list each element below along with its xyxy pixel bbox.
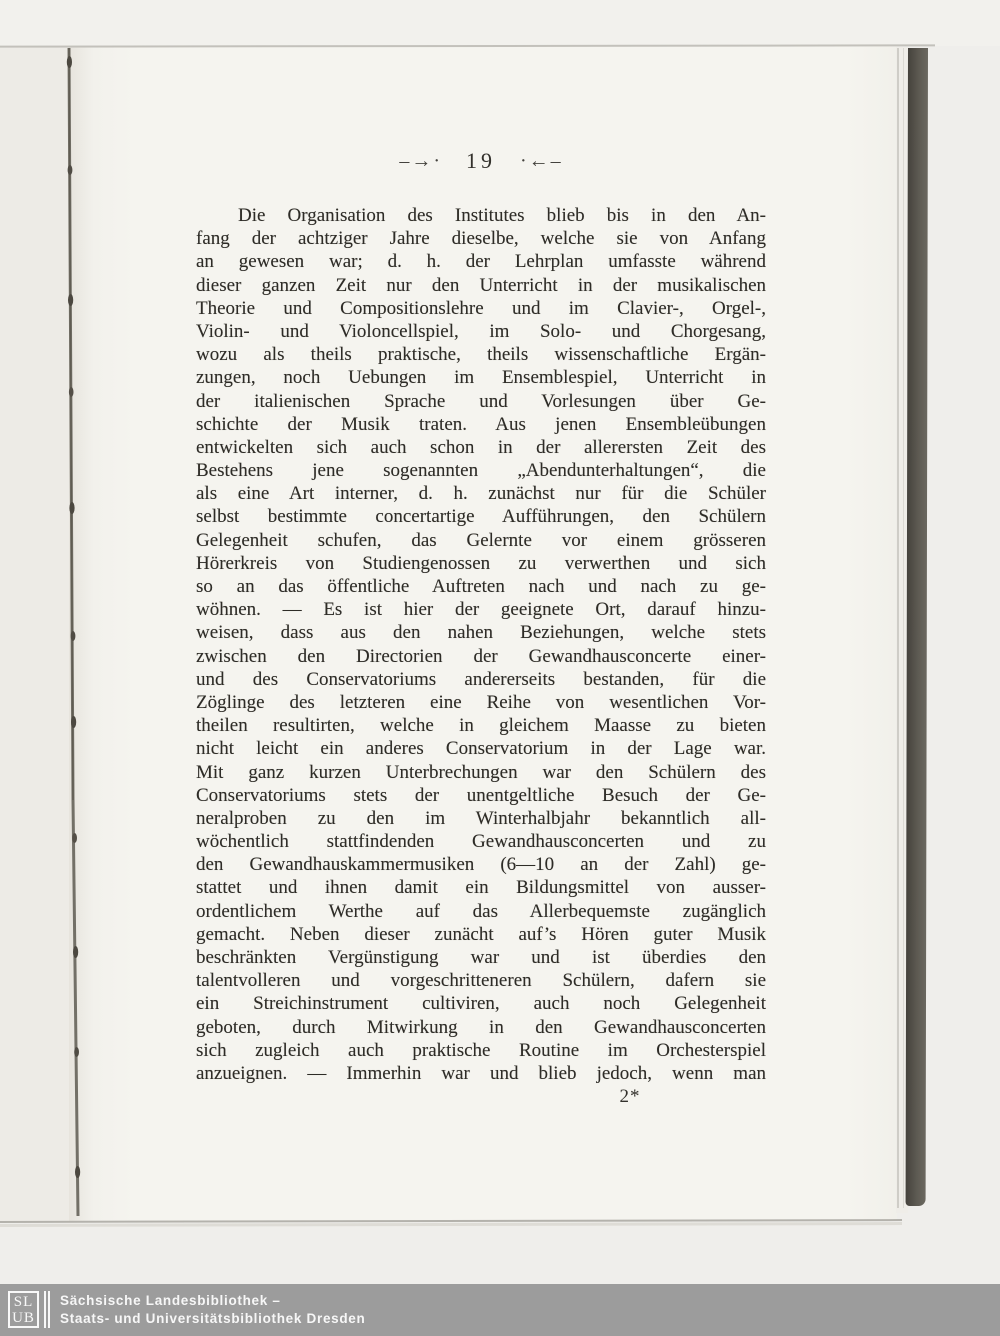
- text-line: wöchentlich stattfindenden Gewandhausconcerten und zu: [196, 831, 766, 853]
- slub-logo-text-bottom: UB: [12, 1309, 35, 1326]
- text-line: stattet und ihnen damit ein Bildungsmittel von ausser-: [196, 877, 766, 899]
- text-line: nicht leicht ein anderes Conservatorium in der Lage war.: [196, 738, 766, 760]
- page-number: 19: [466, 148, 496, 173]
- page-edge-line: [897, 48, 899, 1208]
- text-line: Gelegenheit schufen, das Gelernte vor einem grösseren: [196, 529, 766, 551]
- text-line: Hörerkreis von Studiengenossen zu verwerthen und sich: [196, 552, 766, 574]
- header-ornament-right: ·←–: [520, 149, 563, 172]
- text-line: so an das öffentliche Auftreten nach und nach zu ge-: [196, 576, 766, 597]
- body-text-block: [196, 204, 766, 1085]
- text-line: Die Organisation des Institutes blieb bis in den An-: [238, 205, 766, 226]
- slub-logo-rule: [44, 1291, 46, 1328]
- text-line: theilen resultirten, welche in gleichem Maasse zu bieten: [196, 715, 766, 737]
- text-line: Mit ganz kurzen Unterbrechungen war den Schülern des: [196, 761, 766, 783]
- text-line: fang der achtziger Jahre dieselbe, welche sie von Anfang: [196, 228, 766, 250]
- page-header: [196, 148, 766, 174]
- signature-mark: 2*: [619, 1086, 641, 1107]
- text-line: dieser ganzen Zeit nur den Unterricht in der musikalischen: [196, 274, 766, 296]
- text-line: an gewesen war; d. h. der Lehrplan umfasste während: [196, 251, 766, 273]
- library-name: [60, 1292, 365, 1328]
- library-name-line1: Sächsische Landesbibliothek –: [60, 1293, 281, 1308]
- text-line: Conservatoriums stets der unentgeltliche Besuch der Ge-: [196, 784, 766, 806]
- library-footer-bar: [0, 1284, 1000, 1336]
- text-line: geboten, durch Mitwirkung in den Gewandhausconcerten: [196, 1016, 766, 1038]
- text-line: den Gewandhauskammermusiken (6—10 an der Zahl) ge-: [196, 854, 766, 876]
- text-line: anzueignen. — Immerhin war und blieb jedoch, wenn man: [196, 1062, 766, 1084]
- text-line: sich zugleich auch praktische Routine im Orchesterspiel: [196, 1039, 766, 1061]
- library-name-line2: Staats- und Universitätsbibliothek Dresden: [60, 1311, 366, 1326]
- text-line: Violin- und Violoncellspiel, im Solo- und Chorgesang,: [196, 320, 766, 342]
- book-block-shadow-band: [906, 48, 928, 1206]
- text-line: neralproben zu den im Winterhalbjahr bekanntlich all-: [196, 807, 766, 829]
- binding-stitch-graphic: [0, 0, 120, 1336]
- slub-logo-text-top: SL: [13, 1293, 34, 1310]
- text-line: wozu als theils praktische, theils wissenschaftliche Ergän-: [196, 344, 766, 366]
- text-line: entwickelten sich auch schon in der allerersten Zeit des: [196, 436, 766, 458]
- text-line: Theorie und Compositionslehre und im Clavier-, Orgel-,: [196, 297, 766, 319]
- slub-logo-rule: [48, 1291, 50, 1328]
- text-line: Bestehens jene sogenannten „Abendunterhaltungen“, die: [196, 460, 766, 482]
- text-line: zwischen den Directorien der Gewandhausconcerte einer-: [196, 645, 766, 667]
- text-line: ein Streichinstrument cultiviren, auch noch Gelegenheit: [196, 993, 766, 1015]
- text-line: als eine Art interner, d. h. zunächst nur für die Schüler: [196, 483, 766, 505]
- text-line: ordentlichem Werthe auf das Allerbequemste zugänglich: [196, 900, 766, 922]
- text-line: wöhnen. — Es ist hier der geeignete Ort, darauf hinzu-: [196, 599, 766, 621]
- text-line: Zöglinge des letzteren eine Reihe von wesentlichen Vor-: [196, 691, 766, 713]
- text-line: beschränkten Vergünstigung war und ist überdies den: [196, 947, 766, 968]
- text-line: talentvolleren und vorgeschritteneren Schülern, dafern sie: [196, 970, 766, 992]
- text-line: gemacht. Neben dieser zunächt auf’s Hören guter Musik: [196, 923, 766, 945]
- scan-top-margin: [0, 0, 1000, 46]
- text-line: selbst bestimmte concertartige Aufführungen, den Schülern: [196, 506, 766, 528]
- header-ornament-left: –→·: [399, 149, 442, 172]
- page-bottom-edge-soft: [0, 1222, 902, 1227]
- text-line: der italienischen Sprache und Vorlesungen über Ge-: [196, 390, 766, 412]
- text-line: und des Conservatoriums andererseits bestanden, für die: [196, 668, 766, 690]
- text-line: weisen, dass aus den nahen Beziehungen, welche stets: [196, 622, 766, 644]
- slub-logo: [8, 1291, 39, 1328]
- page-edge-line: [903, 48, 904, 1208]
- text-line: zungen, noch Uebungen im Ensemblespiel, Unterricht in: [196, 367, 766, 389]
- text-line: schichte der Musik traten. Aus jenen Ensembleübungen: [196, 413, 766, 435]
